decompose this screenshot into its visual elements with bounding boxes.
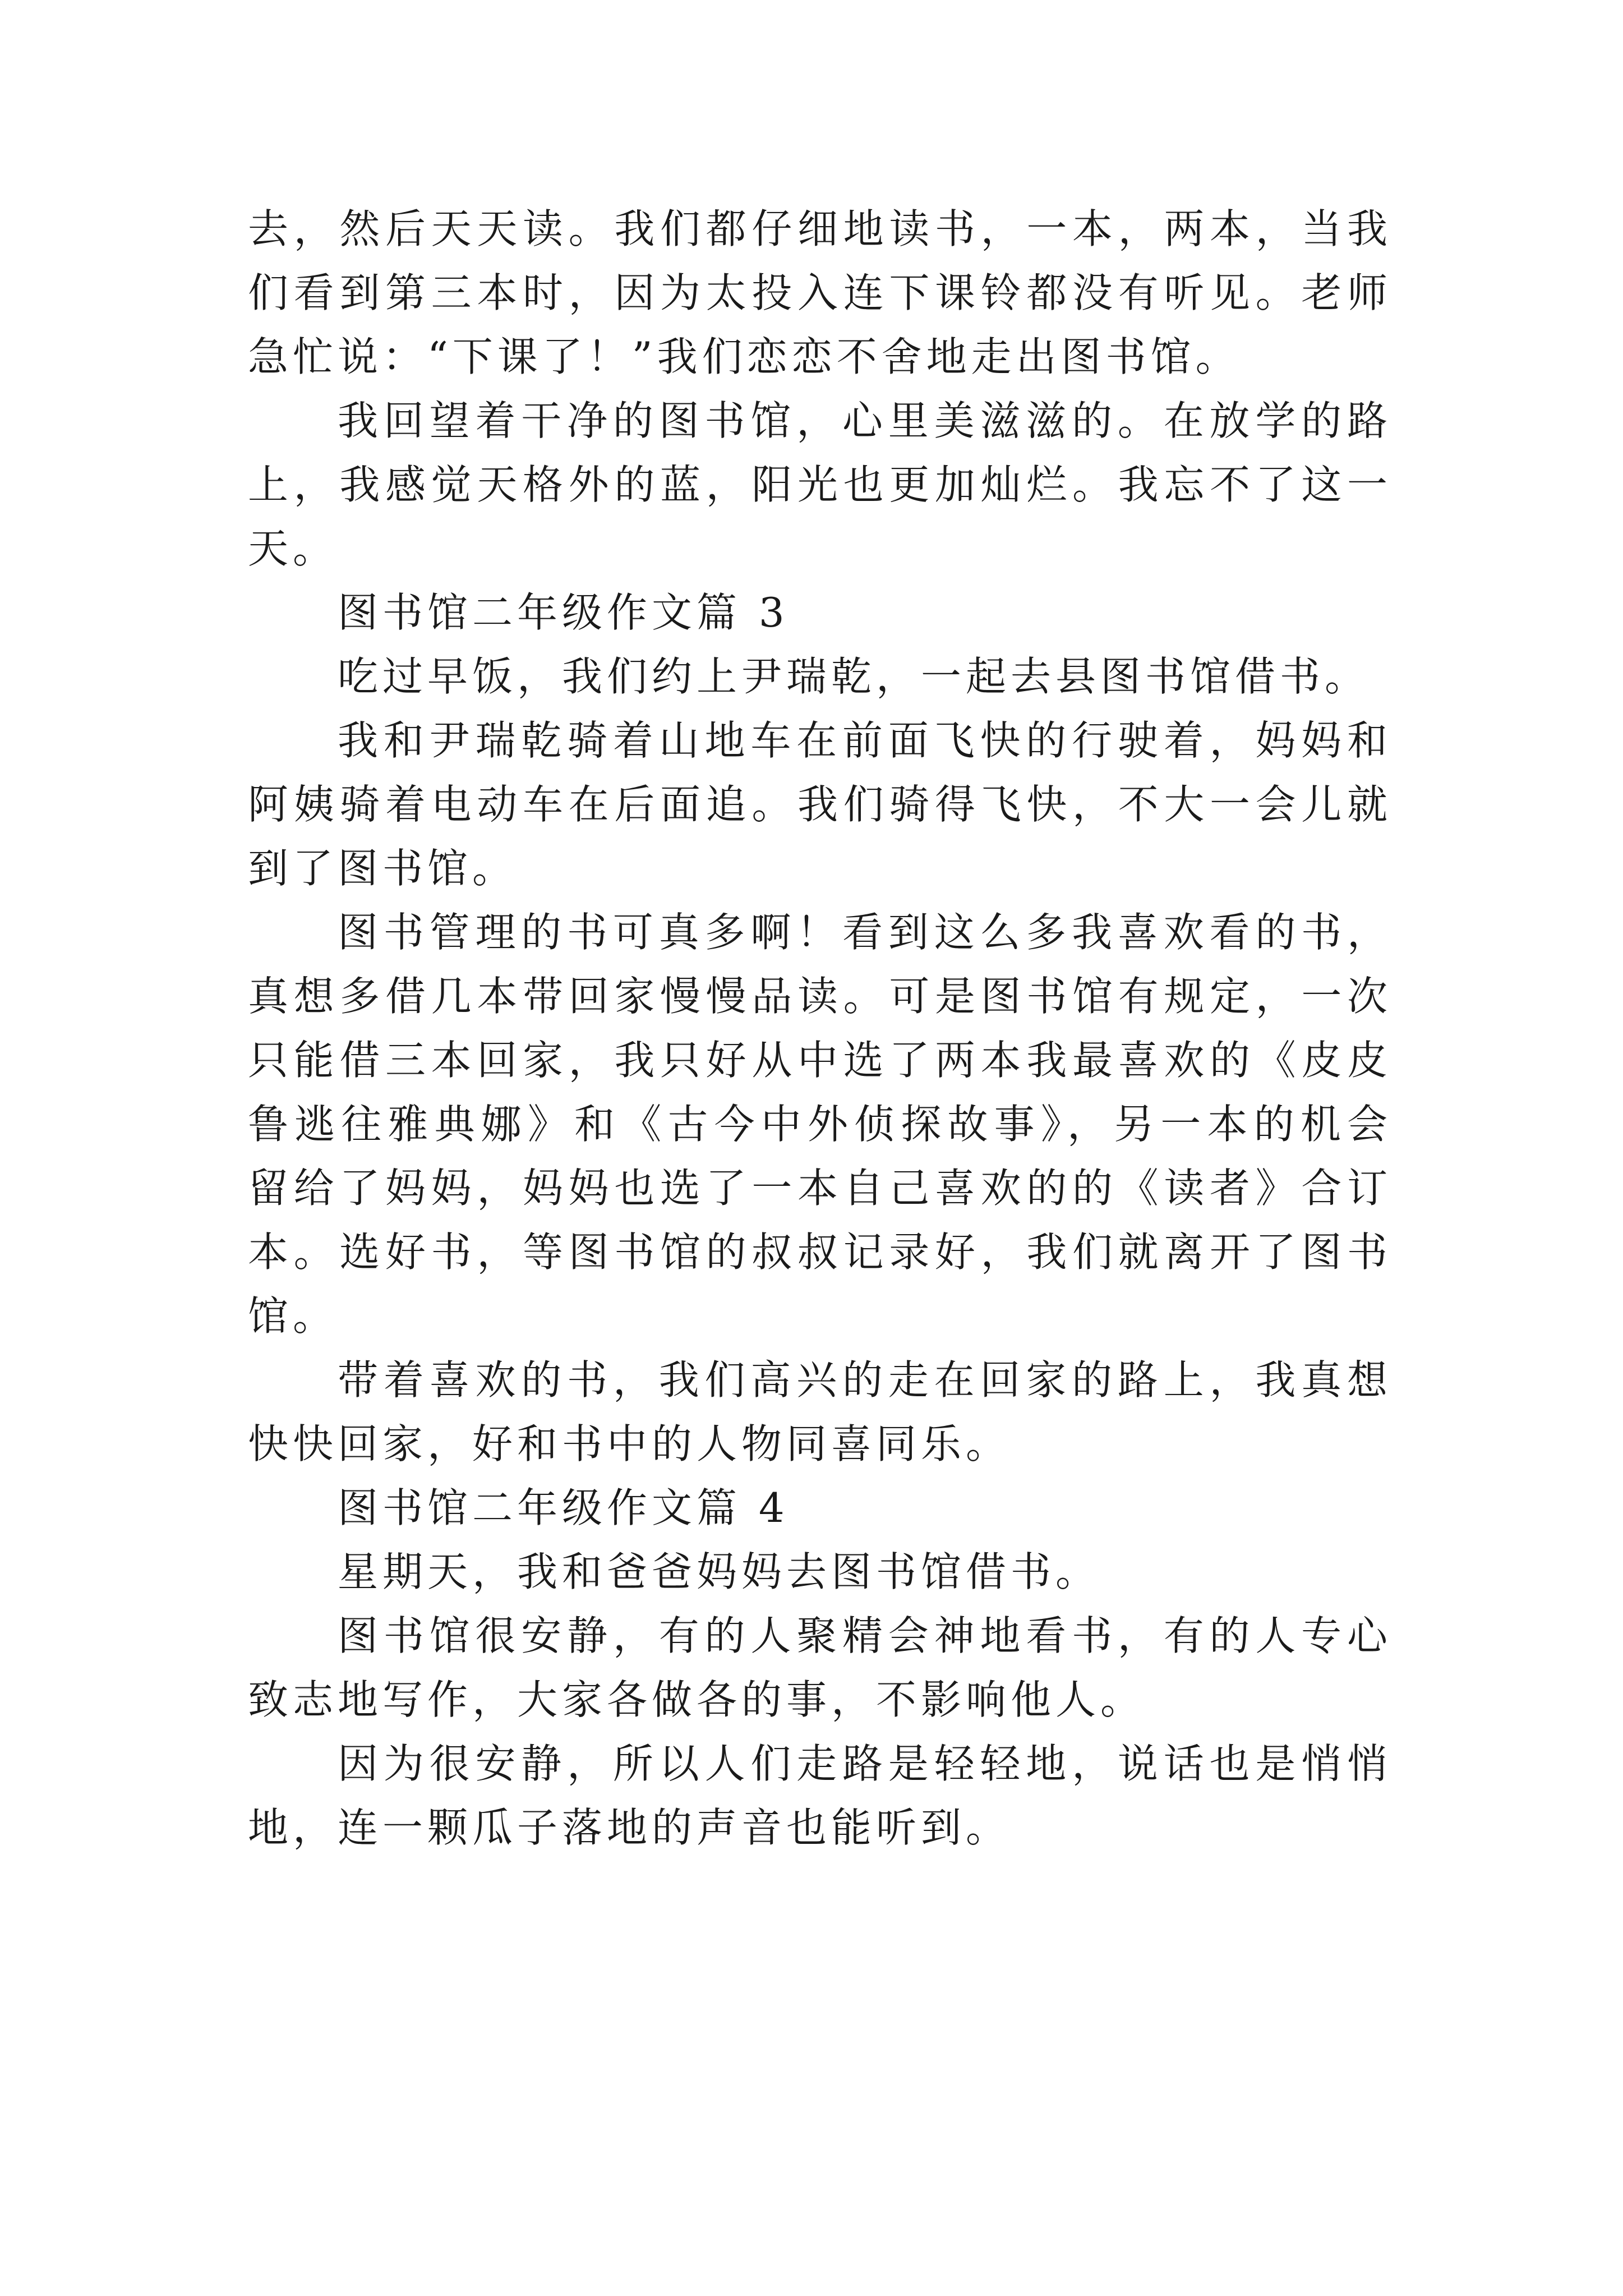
section-heading-3: 图书馆二年级作文篇 3 (338, 589, 789, 636)
paragraph-5: 图书管理的书可真多啊！看到这么多我喜欢看的书，真想多借几本带回家慢慢品读。可是图书馆有规定，一次只能借三本回家，我只好从中选了两本我最喜欢的《皮皮鲁逃往雅典娜》和《古今中外侦探故事》，另一本的机会留给了妈妈，妈妈也选了一本自己喜欢的的《读者》合订本。选好书，等图书馆的叔叔记录好，我们就离开了图书馆。 (248, 909, 1392, 1340)
paragraph-2: 我回望着干净的图书馆，心里美滋滋的。在放学的路上，我感觉天格外的蓝，阳光也更加灿烂。我忘不了这一天。 (248, 397, 1392, 572)
paragraph-4: 我和尹瑞乾骑着山地车在前面飞快的行驶着，妈妈和阿姨骑着电动车在后面追。我们骑得飞快，不大一会儿就到了图书馆。 (248, 717, 1392, 892)
paragraph-6: 带着喜欢的书，我们高兴的走在回家的路上，我真想快快回家，好和书中的人物同喜同乐。 (248, 1356, 1392, 1467)
document-body (248, 197, 1392, 1860)
paragraph-3: 吃过早饭，我们约上尹瑞乾，一起去县图书馆借书。 (338, 653, 1370, 700)
section-heading-4: 图书馆二年级作文篇 4 (338, 1484, 789, 1531)
paragraph-1: 去，然后天天读。我们都仔细地读书，一本，两本，当我们看到第三本时，因为太投入连下课铃都没有听见。老师急忙说：“下课了！”我们恋恋不舍地走出图书馆。 (248, 205, 1392, 380)
paragraph-7: 星期天，我和爸爸妈妈去图书馆借书。 (338, 1548, 1101, 1595)
paragraph-8: 图书馆很安静，有的人聚精会神地看书，有的人专心致志地写作，大家各做各的事，不影响他人。 (248, 1612, 1392, 1723)
paragraph-9: 因为很安静，所以人们走路是轻轻地，说话也是悄悄地，连一颗瓜子落地的声音也能听到。 (248, 1740, 1392, 1851)
